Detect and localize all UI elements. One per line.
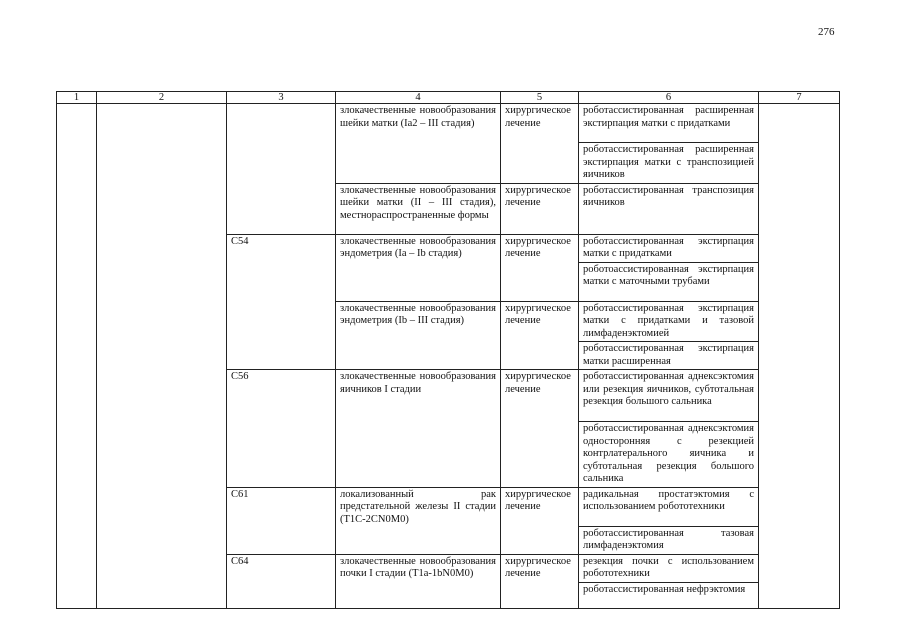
column-header-4: 4 <box>336 92 501 104</box>
diagnosis-cell: злокачественные новообразования шейки матки (Ia2 – III стадия) <box>336 104 501 184</box>
column-number-row <box>57 92 840 104</box>
treatment-cell: хирургическое лечение <box>501 554 579 608</box>
treatment-cell: хирургическое лечение <box>501 301 579 370</box>
code-cell: C54 <box>227 234 336 370</box>
treatment-cell: хирургическое лечение <box>501 104 579 184</box>
diagnosis-cell: локализованный рак предстательной железы II стадии (T1C-2CN0M0) <box>336 487 501 554</box>
page-number: 276 <box>818 26 835 38</box>
diagnosis-cell: злокачественные новообразования шейки матки (II – III стадия), местнораспространенные формы <box>336 183 501 234</box>
diagnosis-cell: злокачественные новообразования эндометрия (Ia – Ib стадия) <box>336 234 501 301</box>
column-2-cell <box>97 104 227 609</box>
method-cell: роботассистированная аднексэктомия односторонняя с резекцией контрлатерального яичника и субтотальная резекция большого сальника <box>579 422 759 488</box>
method-cell: резекция почки с использованием робототехники <box>579 554 759 582</box>
method-cell: радикальная простатэктомия с использованием робототехники <box>579 487 759 526</box>
method-cell: роботоассистированная экстирпация матки с маточными трубами <box>579 262 759 301</box>
column-header-3: 3 <box>227 92 336 104</box>
method-cell: роботассистированная нефрэктомия <box>579 582 759 608</box>
code-cell: C61 <box>227 487 336 554</box>
method-cell: роботассистированная аднексэктомия или резекция яичников, субтотальная резекция большого сальника <box>579 370 759 422</box>
column-1-cell <box>57 104 97 609</box>
code-cell: C56 <box>227 370 336 488</box>
method-cell: роботассистированная расширенная экстирпация матки с транспозицией яичников <box>579 143 759 184</box>
treatment-cell: хирургическое лечение <box>501 234 579 301</box>
diagnosis-cell: злокачественные новообразования эндометрия (Ib – III стадия) <box>336 301 501 370</box>
diagnosis-cell: злокачественные новообразования почки I стадии (T1a-1bN0M0) <box>336 554 501 608</box>
method-cell: роботассистированная тазовая лимфаденэктомия <box>579 526 759 554</box>
procedures-table <box>56 91 840 609</box>
treatment-cell: хирургическое лечение <box>501 487 579 554</box>
diagnosis-cell: злокачественные новообразования яичников I стадии <box>336 370 501 488</box>
column-header-2: 2 <box>97 92 227 104</box>
column-7-cell <box>759 104 840 609</box>
method-cell: роботассистированная экстирпация матки с придатками и тазовой лимфаденэктомией <box>579 301 759 342</box>
treatment-cell: хирургическое лечение <box>501 183 579 234</box>
column-header-7: 7 <box>759 92 840 104</box>
column-header-5: 5 <box>501 92 579 104</box>
column-header-1: 1 <box>57 92 97 104</box>
method-cell: роботассистированная транспозиция яичников <box>579 183 759 234</box>
treatment-cell: хирургическое лечение <box>501 370 579 488</box>
method-cell: роботассистированная экстирпация матки расширенная <box>579 342 759 370</box>
method-cell: роботассистированная экстирпация матки с придатками <box>579 234 759 262</box>
table-row <box>57 104 840 143</box>
method-cell: роботассистированная расширенная экстирпация матки с придатками <box>579 104 759 143</box>
code-cell: C64 <box>227 554 336 608</box>
code-cell <box>227 104 336 235</box>
column-header-6: 6 <box>579 92 759 104</box>
